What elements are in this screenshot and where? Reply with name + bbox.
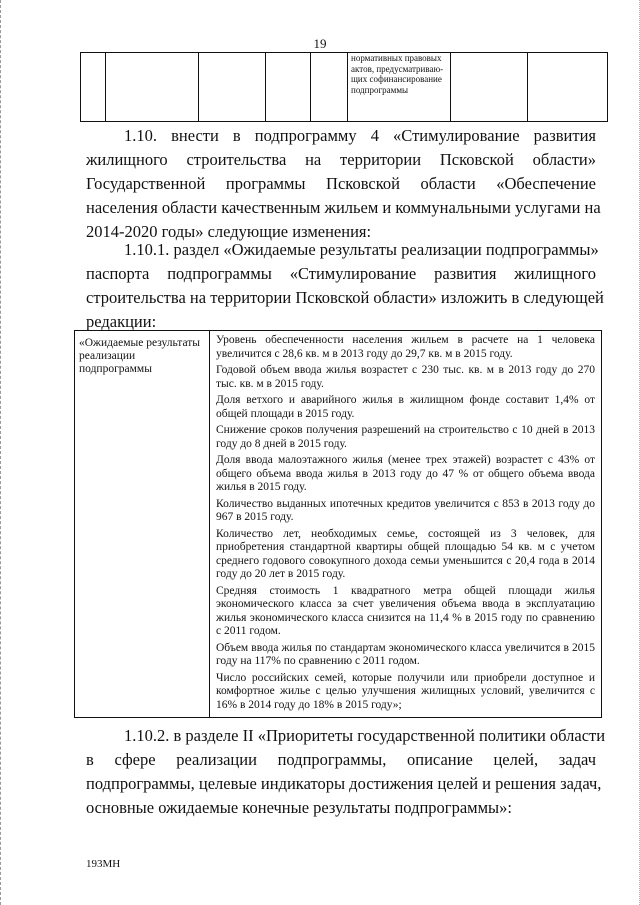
paragraph-1-10: [86, 124, 601, 244]
list-item: Средняя стоимость 1 квадратного метра общей площади жилья экономического класса за счет увеличения объема ввода в эксплуатацию жилья экономического класса снизится на 11,4 % в 2015 году по сравнению с 2011 годом.: [216, 584, 595, 637]
table-cell: [451, 53, 528, 122]
table-row: [75, 331, 602, 718]
text-line: строительства на территории Псковской области» изложить в следующей: [86, 288, 604, 307]
table-cell: [199, 53, 266, 122]
results-table: [74, 330, 602, 718]
list-item: Уровень обеспеченности населения жильем в расчете на 1 человека увеличится с 28,6 кв. м в 2013 году до 29,7 кв. м в 2015 году.: [216, 334, 595, 360]
list-item: Объем ввода жилья по стандартам экономического класса увеличится в 2015 году на 117% по сравнению с 2011 годом.: [216, 641, 595, 667]
paragraph-1-10-1: [86, 238, 604, 334]
table-cell: [81, 53, 106, 122]
list-item: Годовой объем ввода жилья возрастет с 230 тыс. кв. м в 2013 году до 270 тыс. кв. м в 2015 году.: [216, 364, 595, 390]
text-line: жилищного строительства на территории Псковской области»: [86, 150, 596, 169]
table-cell: [266, 53, 311, 122]
results-list: [210, 331, 602, 718]
list-item: Число российских семей, которые получили или приобрели доступное и комфортное жилье с целью улучшения жилищных условий, увеличится с 16% в 2014 году до 18% в 2015 году»;: [216, 671, 595, 711]
list-item: Доля ввода малоэтажного жилья (менее трех этажей) возрастет с 43% от общего объема ввода жилья в 2013 году до 47 % от общего объема ввода жилья в 2015 году.: [216, 454, 595, 493]
page-number: 19: [313, 36, 327, 51]
text-line: населения области качественным жильем и коммунальными услугами на: [86, 198, 601, 217]
text-line: 1.10.1. раздел «Ожидаемые результаты реализации подпрограммы»: [124, 240, 599, 259]
footer-code: 193МН: [86, 858, 121, 870]
paragraph-1-10-2: [86, 724, 606, 820]
scan-left-edge: [0, 0, 5, 905]
table-cell: [311, 53, 348, 122]
list-item: Количество выданных ипотечных кредитов увеличится с 853 в 2013 году до 967 в 2015 году.: [216, 497, 595, 523]
list-item: Количество лет, необходимых семье, состоящей из 3 человек, для приобретения стандартной квартиры общей площадью 54 кв. м с учетом среднего годового совокупного дохода семьи уменьшится с 20,4 года в 2014 году до 20 лет в 2015 году.: [216, 527, 595, 580]
list-item: Снижение сроков получения разрешений на строительство с 10 дней в 2013 году до 8 дней в 2015 году.: [216, 424, 595, 450]
text-line: основные ожидаемые конечные результаты подпрограммы»:: [86, 798, 512, 817]
table-row: [81, 53, 608, 122]
text-line: паспорта подпрограммы «Стимулирование развития жилищного: [86, 264, 596, 283]
continuation-table: [80, 52, 608, 122]
text-line: подпрограммы, целевые индикаторы достижения целей и решения задач,: [86, 774, 602, 793]
results-label: «Ожидаемые результаты реализации подпрограммы: [75, 331, 210, 718]
text-line: в сфере реализации подпрограммы, описание целей, задач: [86, 750, 596, 769]
table-cell-text: нормативных правовых актов, предусматриваю-щих софинансирование подпрограммы: [348, 53, 451, 122]
text-line: Государственной программы Псковской области «Обеспечение: [86, 174, 596, 193]
text-line: редакции:: [86, 312, 157, 331]
text-line: 1.10.2. в разделе II «Приоритеты государственной политики области: [124, 726, 606, 745]
table-cell: [106, 53, 199, 122]
scan-right-edge: [636, 0, 640, 905]
table-cell: [528, 53, 608, 122]
list-item: Доля ветхого и аварийного жилья в жилищном фонде составит 1,4% от общей площади в 2015 году.: [216, 394, 595, 420]
text-line: 1.10. внести в подпрограмму 4 «Стимулирование развития: [124, 126, 596, 145]
text-line: 2014-2020 годы» следующие изменения:: [86, 222, 372, 241]
